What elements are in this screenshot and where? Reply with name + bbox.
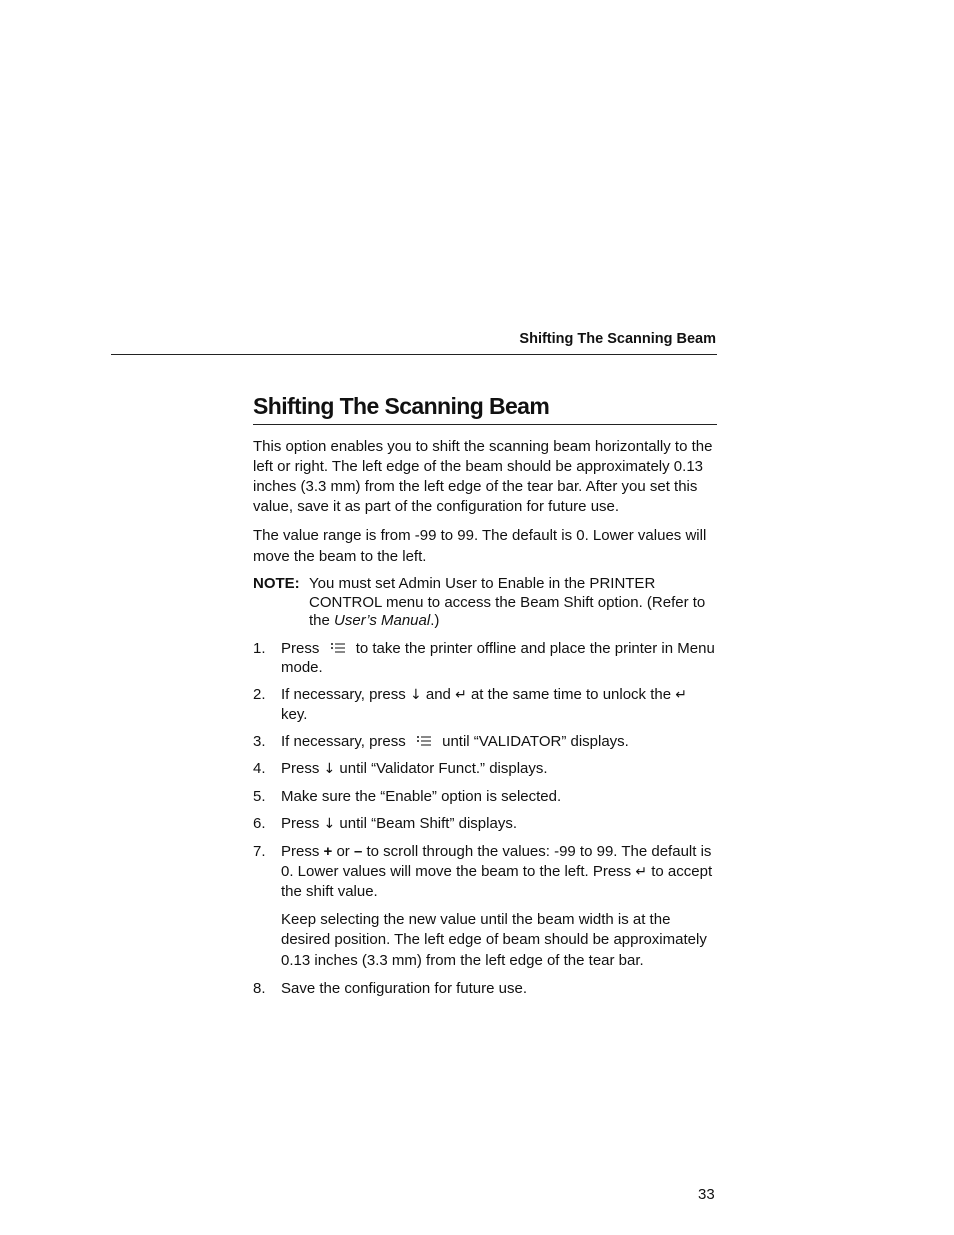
- minus-key: –: [353, 842, 363, 860]
- step-text: at the same time to unlock the: [470, 685, 672, 703]
- step-number: 8.: [253, 980, 266, 997]
- step-number: 2.: [253, 685, 266, 703]
- down-arrow-icon: ↓: [323, 815, 336, 832]
- step-1: [253, 639, 717, 677]
- main-content: [253, 392, 717, 1006]
- step-6: [253, 814, 717, 834]
- step-text: and: [425, 685, 451, 703]
- step-text: until “Validator Funct.” displays.: [339, 759, 548, 777]
- step-text: Press: [281, 639, 320, 657]
- running-head: Shifting The Scanning Beam: [519, 331, 716, 347]
- step-text: until “Beam Shift” displays.: [339, 814, 517, 832]
- step-text: or: [336, 842, 350, 860]
- note-label: NOTE:: [253, 575, 300, 592]
- step-3: [253, 732, 717, 751]
- step-number: 7.: [253, 842, 266, 860]
- step-text: key.: [281, 705, 308, 723]
- step-text: Press: [281, 814, 320, 832]
- step-text: to take the printer offline and place the printer in Menu mode.: [281, 639, 715, 676]
- step-4: [253, 759, 717, 779]
- range-paragraph: The value range is from -99 to 99. The default is 0. Lower values will move the beam to the left.: [253, 527, 707, 565]
- step-number: 4.: [253, 759, 266, 777]
- down-arrow-icon: ↓: [409, 686, 422, 703]
- step-5: [253, 787, 717, 806]
- step-text: to accept the shift value.: [281, 862, 713, 900]
- step-text: Press: [281, 759, 320, 777]
- manual-title: User’s Manual: [334, 612, 431, 629]
- step-text: until “VALIDATOR” displays.: [442, 732, 629, 750]
- step-7: [253, 842, 717, 972]
- intro-paragraph: This option enables you to shift the scanning beam horizontally to the left or right. The left edge of the beam should be approximately 0.13 inches (3.3 mm) from the left edge of the tear bar. After you set this value, save it as part of the configuration for future use.: [253, 438, 713, 515]
- note-text-main: You must set Admin User to Enable in the PRINTER CONTROL menu to access the Beam Shift option. (Refer to the: [309, 575, 706, 629]
- note-text-end: .): [430, 612, 440, 629]
- step-7-detail: Keep selecting the new value until the beam width is at the desired position. The left edge of beam should be approximately 0.13 inches (3.3 mm) from the left edge of the tear bar.: [281, 910, 707, 969]
- step-number: 6.: [253, 814, 266, 832]
- step-text: Make sure the “Enable” option is selected.: [281, 787, 562, 805]
- plus-key: +: [323, 842, 333, 860]
- step-text: If necessary, press: [281, 732, 406, 750]
- header-rule: [111, 354, 717, 355]
- step-8: [253, 979, 717, 998]
- section-title: Shifting The Scanning Beam: [253, 392, 717, 425]
- menu-key-icon: [330, 641, 346, 655]
- step-text: to scroll through the values: -99 to 99. The default is 0. Lower values will move the beam to the left. Press: [281, 842, 712, 880]
- step-text: Press: [281, 842, 320, 860]
- step-number: 1.: [253, 639, 266, 657]
- steps-list: [253, 639, 717, 999]
- enter-key-icon: ↵: [455, 686, 467, 703]
- enter-key-icon: ↵: [675, 686, 687, 703]
- step-2: [253, 685, 717, 724]
- down-arrow-icon: ↓: [323, 760, 336, 777]
- page-number: 33: [698, 1186, 715, 1203]
- step-number: 3.: [253, 732, 266, 750]
- enter-key-icon: ↵: [635, 863, 648, 880]
- step-text: Save the configuration for future use.: [281, 980, 527, 997]
- note-text: [309, 575, 717, 631]
- step-number: 5.: [253, 787, 266, 805]
- note-block: [253, 575, 717, 631]
- menu-key-icon: [416, 734, 432, 748]
- step-text: If necessary, press: [281, 685, 406, 703]
